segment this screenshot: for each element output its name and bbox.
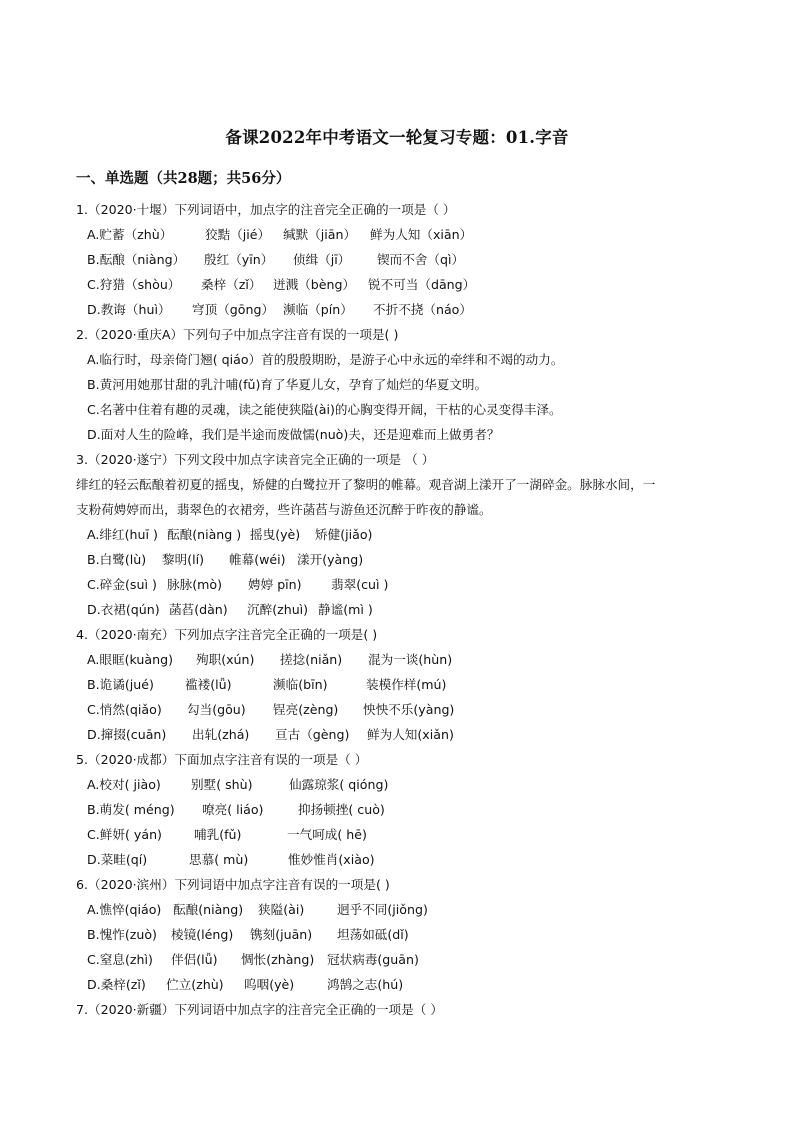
option-item: 穹顶（gōng） (192, 302, 275, 317)
option-row (87, 602, 373, 618)
option-row: A.临行时，母亲倚门翘( qiáo）首的殷殷期盼，是游子心中永远的牵绊和不竭的动力。 (87, 352, 564, 367)
option-row (87, 777, 388, 793)
option-row: C.名著中住着有趣的灵魂，读之能使狭隘(ài)的心胸变得开阔，干枯的心灵变得丰泽。 (87, 402, 562, 417)
option-item: B.萌发( méng) (87, 802, 175, 817)
option-item: 酝酿(niàng ) (167, 527, 242, 542)
option-item: C.悄然(qiǎo) (87, 702, 162, 717)
question-stem: 6.（2020·滨州）下列词语中加点字注音有误的一项是( ) (76, 877, 390, 892)
option-row (87, 527, 372, 543)
option-row (87, 952, 419, 968)
option-item: 鸿鹄之志(hú) (327, 977, 404, 992)
option-item: 出轧(zhá) (192, 727, 250, 742)
option-row (87, 802, 385, 818)
option-item: C.碎金(suì ) (87, 577, 157, 592)
option-row (87, 652, 452, 668)
option-item: 褴褛(lǚ) (185, 677, 232, 692)
option-item: 搓捻(niǎn) (280, 652, 343, 667)
option-item: 濒临（pín） (283, 302, 353, 317)
option-row (87, 552, 363, 568)
option-item: 勾当(gōu) (187, 702, 246, 717)
option-item: 狭隘(ài) (258, 902, 305, 917)
option-item: C.狩猎（shòu） (87, 277, 181, 292)
option-item: 哺乳(fǔ) (194, 827, 242, 842)
option-item: 棱镜(léng) (171, 927, 234, 942)
option-item: 抑扬顿挫( cuò) (298, 802, 385, 817)
option-row: B.黄河用她那甘甜的乳汁哺(fǔ)育了华夏儿女，孕育了灿烂的华夏文明。 (87, 377, 488, 392)
option-item: 锲而不舍（qì） (377, 252, 465, 267)
option-row (87, 852, 375, 868)
option-item: 别墅( shù) (191, 777, 253, 792)
option-item: 娉婷 pīn) (248, 577, 302, 592)
option-item: 不折不挠（náo） (373, 302, 472, 317)
option-row (87, 702, 454, 718)
option-item: A.憔悴(qiáo) (87, 902, 162, 917)
option-item: 桑梓（zǐ） (201, 277, 262, 292)
option-row (87, 577, 388, 593)
question-stem: 7.（2020·新疆）下列词语中加点字的注音完全正确的一项是（ ） (76, 1002, 443, 1017)
option-item: 静谧(mì ) (318, 602, 373, 617)
option-item: 帷幕(wéi) (229, 552, 286, 567)
option-item: D.衣裙(qún) (87, 602, 160, 617)
option-item: D.桑梓(zǐ) (87, 977, 146, 992)
option-item: 惆怅(zhàng) (241, 952, 315, 967)
question-stem: 4.（2020·南充）下列加点字注音完全正确的一项是( ) (76, 627, 378, 642)
option-item: 翡翠(cuì ) (331, 577, 389, 592)
question-stem: 2.（2020·重庆A）下列句子中加点字注音有误的一项是( ) (76, 327, 399, 342)
option-item: 锐不可当（dāng） (368, 277, 476, 292)
option-item: 脉脉(mò) (167, 577, 222, 592)
option-row (87, 252, 464, 268)
option-item: C.鲜妍( yán) (87, 827, 162, 842)
option-item: 怏怏不乐(yàng) (363, 702, 455, 717)
option-item: 侦缉（jī） (293, 252, 351, 267)
section-heading: 一、单选题（共28题；共56分） (76, 170, 291, 187)
option-item: 沉醉(zhuì) (247, 602, 309, 617)
option-item: C.窒息(zhì) (87, 952, 153, 967)
option-row (87, 977, 403, 993)
option-item: 坦荡如砥(dǐ) (337, 927, 409, 942)
option-item: 伫立(zhù) (166, 977, 224, 992)
option-row (87, 302, 472, 318)
option-item: 亘古（gèng) (275, 727, 350, 742)
option-item: 菡萏(dàn) (169, 602, 228, 617)
option-item: A.眼眶(kuàng) (87, 652, 173, 667)
option-item: 狡黠（jié） (205, 227, 271, 242)
option-row (87, 677, 446, 693)
option-item: 惟妙惟肖(xiào) (288, 852, 375, 867)
option-item: 酝酿(niàng) (173, 902, 244, 917)
option-row (87, 902, 428, 918)
option-item: 锃亮(zèng) (273, 702, 339, 717)
option-item: 矫健(jiǎo) (315, 527, 373, 542)
option-item: 混为一谈(hùn) (368, 652, 453, 667)
option-row (87, 277, 475, 293)
option-item: A.校对( jiào) (87, 777, 161, 792)
option-row (87, 727, 454, 743)
option-item: 殷红（yīn） (204, 252, 274, 267)
option-item: 冠状病毒(guān) (327, 952, 419, 967)
option-item: B.酝酿（niàng） (87, 252, 186, 267)
question-stem: 3.（2020·遂宁）下列文段中加点字读音完全正确的一项是 （ ） (76, 452, 435, 467)
option-item: 装模作样(mú) (366, 677, 447, 692)
option-item: D.菜畦(qí) (87, 852, 148, 867)
option-row (87, 827, 367, 843)
question-stem: 5.（2020·成都）下面加点字注音有误的一项是（ ） (76, 752, 368, 767)
option-item: D.教诲（huì） (87, 302, 171, 317)
option-item: 思慕( mù) (189, 852, 249, 867)
option-item: B.白鹭(lù) (87, 552, 147, 567)
option-row: D.面对人生的险峰，我们是半途而废做懦(nuò)夫，还是迎难而上做勇者？ (87, 427, 500, 442)
option-row (87, 927, 409, 943)
option-item: 鲜为人知(xiǎn) (367, 727, 454, 742)
option-item: 鲜为人知（xiān） (370, 227, 473, 242)
option-item: B.诡谲(jué) (87, 677, 154, 692)
option-item: 缄默（jiān） (283, 227, 357, 242)
passage-line: 绯红的轻云酝酿着初夏的摇曳，矫健的白鹭拉开了黎明的帷幕。观音湖上漾开了一湖碎金。脉脉水间，一 (76, 477, 656, 492)
option-item: B.愧怍(zuò) (87, 927, 157, 942)
option-item: 漾开(yàng) (297, 552, 364, 567)
option-item: A.绯红(huī ) (87, 527, 158, 542)
option-item: 濒临(bīn) (273, 677, 328, 692)
option-item: 摇曳(yè) (250, 527, 301, 542)
option-item: 黎明(lí) (162, 552, 205, 567)
option-item: 镌刻(juān) (250, 927, 313, 942)
option-item: 仙露琼浆( qióng) (289, 777, 389, 792)
document-title: 备课2022年中考语文一轮复习专题：01.字音 (225, 128, 569, 147)
passage-line: 支粉荷娉婷而出，翡翠色的衣裙旁，些许菡萏与游鱼还沉醉于昨夜的静谧。 (76, 502, 492, 517)
option-item: 迸溅（bèng） (273, 277, 356, 292)
option-item: 嘹亮( liáo) (202, 802, 264, 817)
option-item: 殉职(xún) (196, 652, 255, 667)
option-item: 迥乎不同(jiǒng) (337, 902, 428, 917)
option-item: A.贮蓄（zhù） (87, 227, 173, 242)
option-item: D.撺掇(cuān) (87, 727, 167, 742)
option-item: 一气呵成( hē) (287, 827, 367, 842)
option-item: 呜咽(yè) (244, 977, 295, 992)
question-stem: 1.（2020·十堰）下列词语中，加点字的注音完全正确的一项是（ ） (76, 202, 456, 217)
option-item: 伴侣(lǚ) (171, 952, 218, 967)
option-row (87, 227, 472, 243)
